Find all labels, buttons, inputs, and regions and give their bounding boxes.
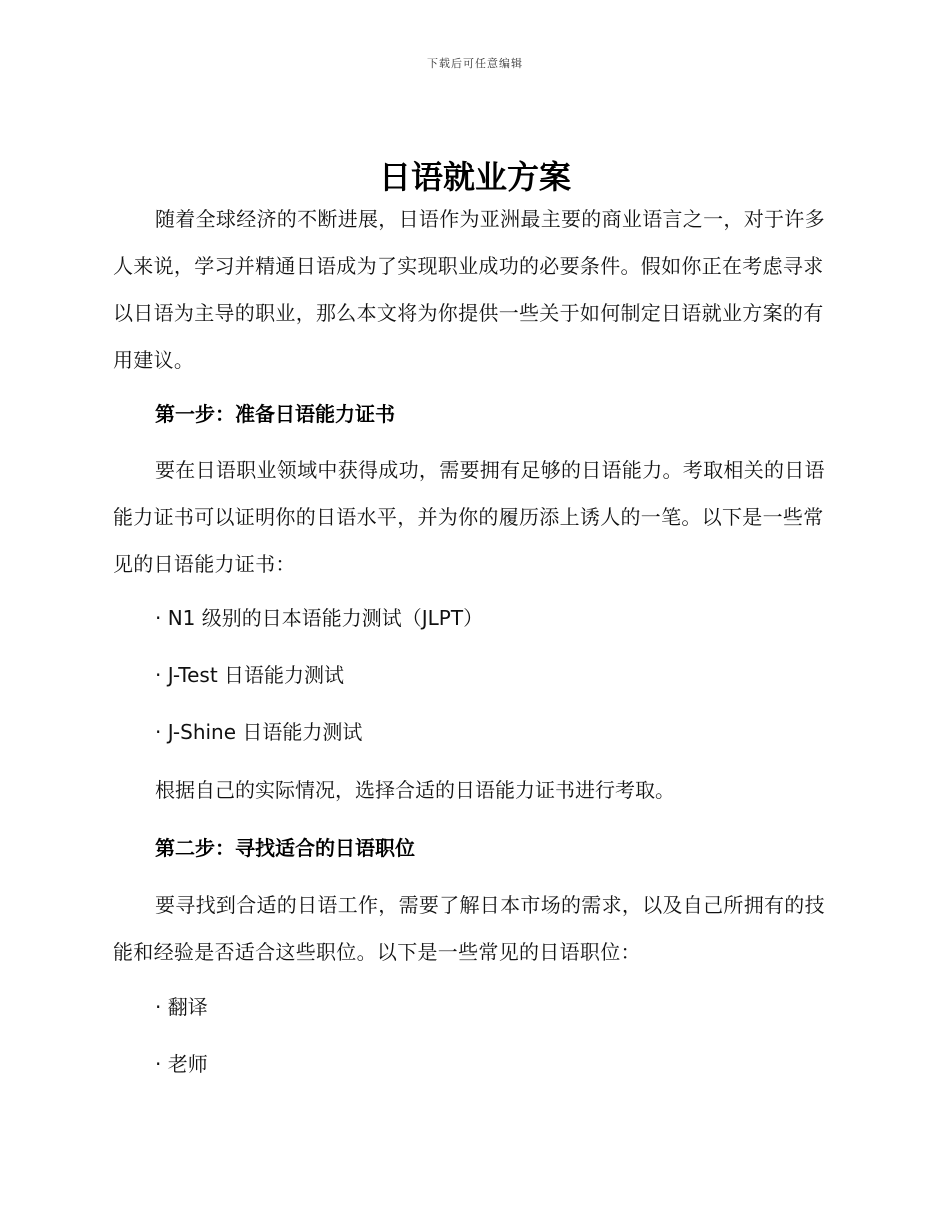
step1-list-item: · J-Shine 日语能力测试 (155, 720, 363, 744)
step1-list-item: · N1 级别的日本语能力测试（JLPT） (155, 606, 484, 630)
step2-list-item: · 老师 (155, 1052, 208, 1076)
step1-list-item: · J-Test 日语能力测试 (155, 663, 345, 687)
step2-list-item: · 翻译 (155, 995, 208, 1019)
step2-heading: 第二步：寻找适合的日语职位 (155, 836, 415, 860)
document-title: 日语就业方案 (378, 158, 571, 196)
page-header-note: 下载后可任意编辑 (427, 57, 523, 70)
intro-paragraph: 随着全球经济的不断进展，日语作为亚洲最主要的商业语言之一，对于许多人来说，学习并精通日语成为了实现职业成功的必要条件。假如你正在考虑寻求以日语为主导的职业，那么本文将为你提供一些关于如何制定日语就业方案的有用建议。 (113, 207, 825, 372)
step1-conclusion: 根据自己的实际情况，选择合适的日语能力证书进行考取。 (155, 778, 675, 802)
step1-paragraph: 要在日语职业领域中获得成功，需要拥有足够的日语能力。考取相关的日语能力证书可以证明你的日语水平，并为你的履历添上诱人的一笔。以下是一些常见的日语能力证书： (113, 458, 825, 576)
step1-heading: 第一步：准备日语能力证书 (155, 402, 395, 426)
step2-paragraph: 要寻找到合适的日语工作，需要了解日本市场的需求，以及自己所拥有的技能和经验是否适合这些职位。以下是一些常见的日语职位： (113, 893, 825, 964)
